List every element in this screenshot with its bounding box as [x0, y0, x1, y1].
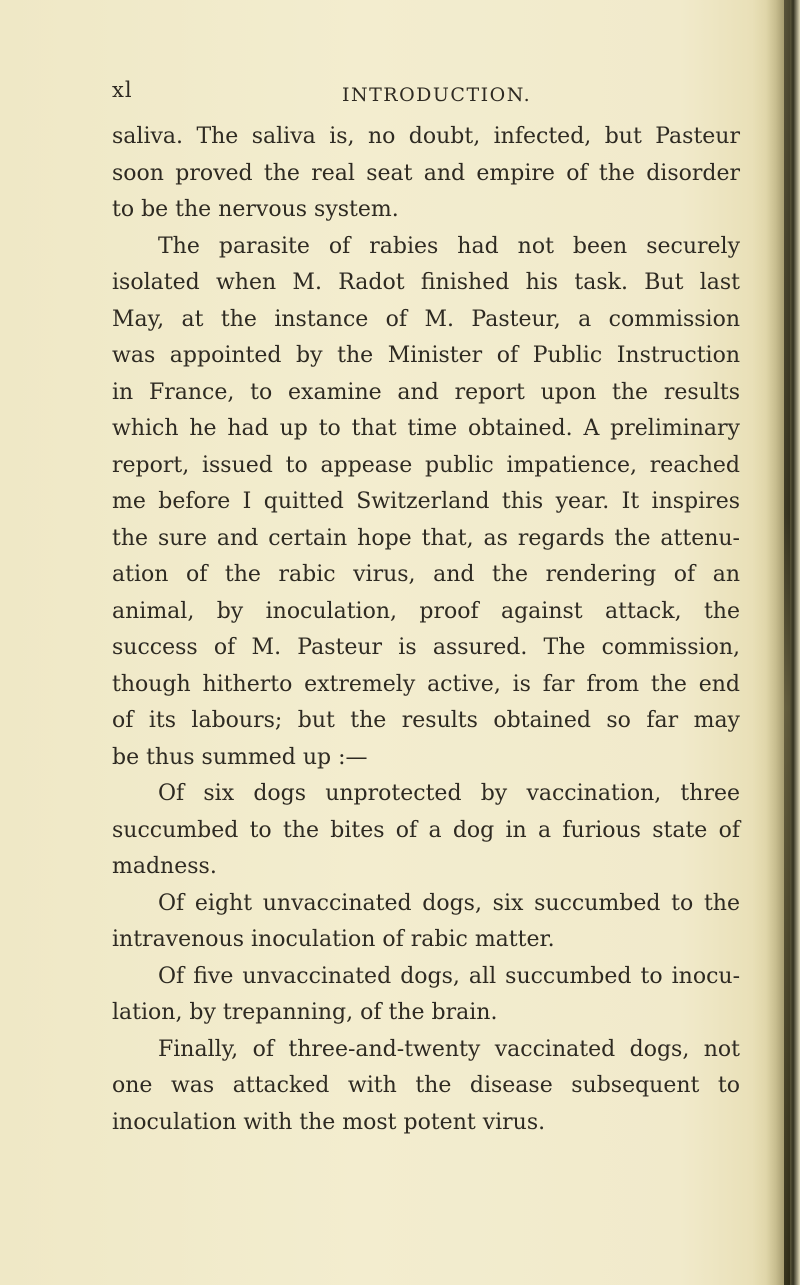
text-line: Of eight unvaccinated dogs, six succumbed to the — [158, 890, 740, 916]
text-line: the sure and certain hope that, as regards the attenu- — [112, 525, 740, 551]
text-line: saliva. The saliva is, no doubt, infected, but Pasteur — [112, 124, 740, 149]
text-line: ation of the rabic virus, and the rendering of an — [112, 562, 740, 587]
text-line: intravenous inoculation of rabic matter. — [112, 927, 555, 952]
text-line: May, at the instance of M. Pasteur, a commission — [112, 306, 740, 332]
text-line: success of M. Pasteur is assured. The commission, — [112, 635, 740, 660]
text-line: me before I quitted Switzerland this year. It inspires — [112, 489, 740, 514]
text-line: madness. — [112, 854, 217, 879]
page-edge-shadow — [766, 0, 800, 1285]
page-header — [112, 78, 732, 106]
text-line: which he had up to that time obtained. A preliminary — [112, 416, 740, 441]
text-line: was appointed by the Minister of Public Instruction — [112, 343, 740, 368]
text-line: one was attacked with the disease subsequent to — [112, 1073, 740, 1098]
text-line: inoculation with the most potent virus. — [112, 1109, 546, 1135]
text-line: of its labours; but the results obtained so far may — [112, 708, 740, 733]
body-text — [112, 119, 740, 1141]
text-line: soon proved the real seat and empire of the disorder — [112, 160, 740, 186]
text-line: in France, to examine and report upon the results — [112, 379, 740, 405]
text-line: report, issued to appease public impatience, reached — [112, 452, 740, 478]
binding-edge — [784, 0, 790, 1285]
text-line: The parasite of rabies had not been securely — [158, 233, 740, 259]
text-line: Of six dogs unprotected by vaccination, three — [158, 781, 740, 806]
text-line: isolated when M. Radot finished his task. But last — [112, 270, 740, 295]
text-line: animal, by inoculation, proof against attack, the — [112, 598, 740, 624]
running-head: INTRODUCTION. — [342, 84, 532, 106]
page-number: xl — [112, 78, 133, 102]
text-line: though hitherto extremely active, is far from the end — [112, 671, 740, 697]
text-line: lation, by trepanning, of the brain. — [112, 1000, 498, 1025]
text-line: succumbed to the bites of a dog in a furious state of — [112, 817, 740, 843]
text-line: to be the nervous system. — [112, 197, 399, 222]
text-line: be thus summed up :— — [112, 744, 368, 770]
text-line: Of five unvaccinated dogs, all succumbed to inocu- — [158, 963, 740, 989]
text-line: Finally, of three-and-twenty vaccinated dogs, not — [158, 1036, 740, 1062]
